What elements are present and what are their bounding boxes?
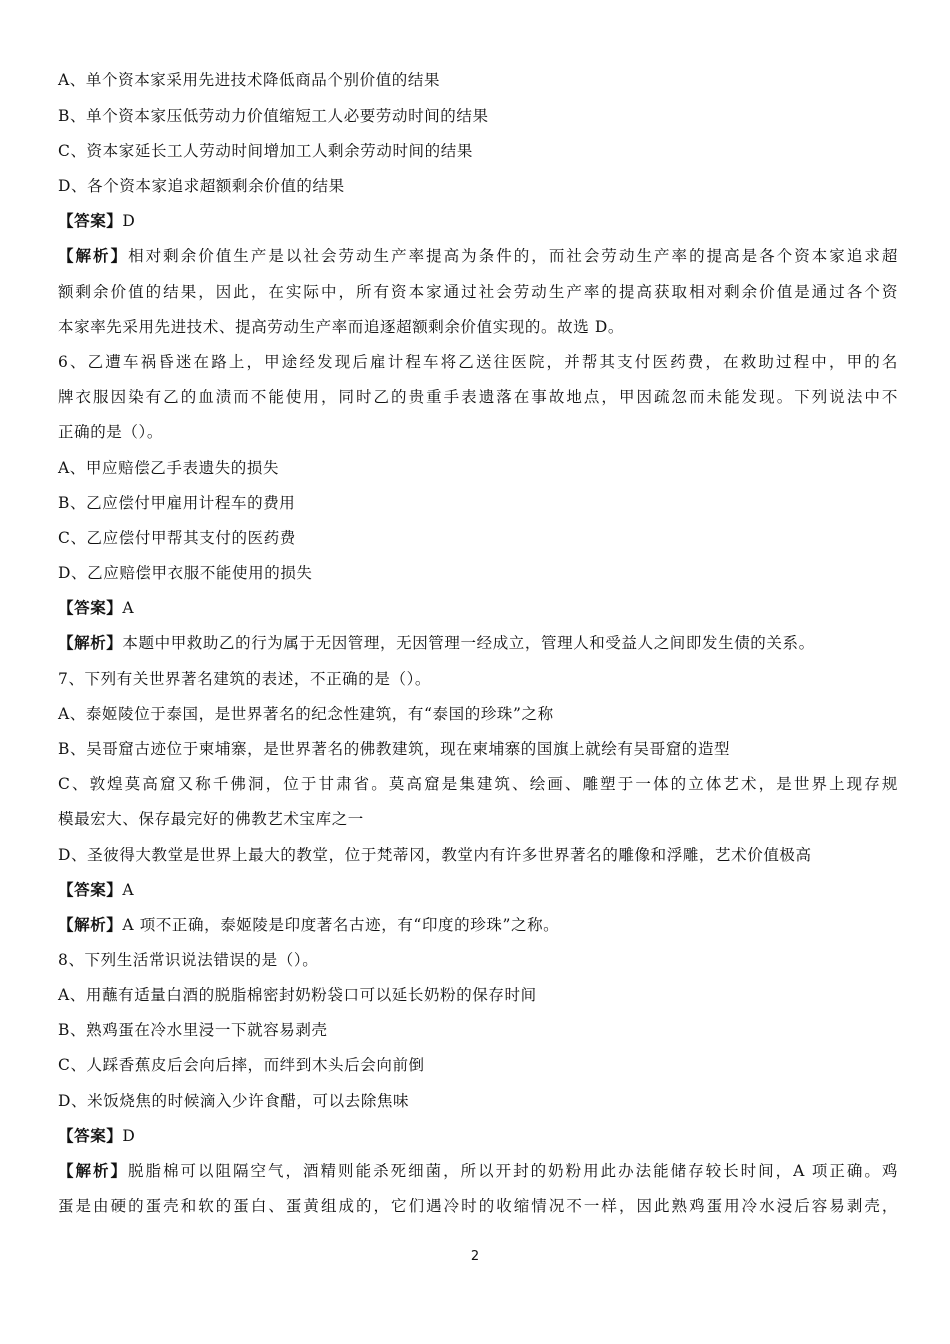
- answer-tag: 【答案】: [58, 880, 123, 899]
- q6-analysis-line: [58, 631, 898, 653]
- q8-answer-line: [58, 1124, 898, 1146]
- answer-tag: 【答案】: [58, 211, 123, 230]
- answer-value: D: [122, 212, 136, 230]
- q7-option-a: A、泰姬陵位于泰国，是世界著名的纪念性建筑，有“泰国的珍珠”之称: [58, 705, 554, 723]
- q8-analysis-line-2: 蛋是由硬的蛋壳和软的蛋白、蛋黄组成的，它们遇冷时的收缩情况不一样，因此熟鸡蛋用冷水浸后容易剥壳，: [58, 1197, 898, 1215]
- q7-option-b: B、吴哥窟古迹位于柬埔寨，是世界著名的佛教建筑，现在柬埔寨的国旗上就绘有吴哥窟的造型: [58, 740, 731, 758]
- q7-analysis-line: [58, 913, 898, 935]
- page-number: 2: [470, 1249, 480, 1264]
- q5-answer-line: [58, 209, 898, 231]
- q6-option-b: B、乙应偿付甲雇用计程车的费用: [58, 494, 296, 512]
- q5-option-c: C、资本家延长工人劳动时间增加工人剩余劳动时间的结果: [58, 142, 473, 160]
- analysis-tag: 【解析】: [58, 246, 129, 265]
- q7-option-d: D、圣彼得大教堂是世界上最大的教堂，位于梵蒂冈，教堂内有许多世界著名的雕像和浮雕，艺术价值极高: [58, 846, 812, 864]
- q5-analysis-line-2: 额剩余价值的结果，因此，在实际中，所有资本家通过社会劳动生产率的提高获取相对剩余价值是通过各个资: [58, 283, 898, 301]
- answer-tag: 【答案】: [58, 598, 123, 617]
- answer-value: A: [122, 599, 135, 617]
- analysis-tag: 【解析】: [58, 1161, 129, 1180]
- q6-answer-line: [58, 596, 898, 618]
- q6-question-line-2: 牌衣服因染有乙的血渍而不能使用，同时乙的贵重手表遗落在事故地点，甲因疏忽而未能发现。下列说法中不: [58, 388, 898, 406]
- q6-option-a: A、甲应赔偿乙手表遗失的损失: [58, 459, 280, 477]
- q8-option-d: D、米饭烧焦的时候滴入少许食醋，可以去除焦味: [58, 1092, 410, 1110]
- analysis-text: 脱脂棉可以阻隔空气，酒精则能杀死细菌，所以开封的奶粉用此办法能储存较长时间，A 项正确。鸡: [128, 1162, 898, 1180]
- q8-option-a: A、用蘸有适量白酒的脱脂棉密封奶粉袋口可以延长奶粉的保存时间: [58, 986, 537, 1004]
- q7-option-c-line-2: 模最宏大、保存最完好的佛教艺术宝库之一: [58, 810, 364, 828]
- analysis-tag: 【解析】: [58, 633, 123, 652]
- q5-option-d: D、各个资本家追求超额剩余价值的结果: [58, 177, 345, 195]
- q7-question-line-1: 7、下列有关世界著名建筑的表述，不正确的是（）。: [58, 670, 432, 688]
- q5-analysis-line-3: 本家率先采用先进技术、提高劳动生产率而追逐超额剩余价值实现的。故选 D。: [58, 318, 624, 336]
- answer-value: A: [122, 881, 135, 899]
- q8-analysis-line: [58, 1159, 898, 1181]
- answer-tag: 【答案】: [58, 1126, 123, 1145]
- q6-option-c: C、乙应偿付甲帮其支付的医药费: [58, 529, 296, 547]
- q8-option-b: B、熟鸡蛋在冷水里浸一下就容易剥壳: [58, 1021, 328, 1039]
- analysis-text: A 项不正确，泰姬陵是印度著名古迹，有“印度的珍珠”之称。: [122, 916, 560, 934]
- q5-option-a: A、单个资本家采用先进技术降低商品个别价值的结果: [58, 71, 441, 89]
- q8-option-c: C、人踩香蕉皮后会向后摔，而绊到木头后会向前倒: [58, 1056, 425, 1074]
- answer-value: D: [122, 1127, 136, 1145]
- q5-analysis-line: [58, 244, 898, 266]
- q6-question-line-3: 正确的是（）。: [58, 423, 163, 441]
- q7-answer-line: [58, 878, 898, 900]
- analysis-tag: 【解析】: [58, 915, 123, 934]
- q5-option-b: B、单个资本家压低劳动力价值缩短工人必要劳动时间的结果: [58, 107, 489, 125]
- q7-option-c-line-1: C、敦煌莫高窟又称千佛洞，位于甘肃省。莫高窟是集建筑、绘画、雕塑于一体的立体艺术，是世界上现存规: [58, 775, 898, 793]
- q6-option-d: D、乙应赔偿甲衣服不能使用的损失: [58, 564, 313, 582]
- analysis-text: 相对剩余价值生产是以社会劳动生产率提高为条件的，而社会劳动生产率的提高是各个资本家追求超: [128, 247, 898, 265]
- q6-question-line-1: 6、乙遭车祸昏迷在路上，甲途经发现后雇计程车将乙送往医院，并帮其支付医药费，在救助过程中，甲的名: [58, 353, 898, 371]
- q8-question-line-1: 8、下列生活常识说法错误的是（）。: [58, 951, 319, 969]
- analysis-text: 本题中甲救助乙的行为属于无因管理，无因管理一经成立，管理人和受益人之间即发生债的关系。: [122, 634, 815, 652]
